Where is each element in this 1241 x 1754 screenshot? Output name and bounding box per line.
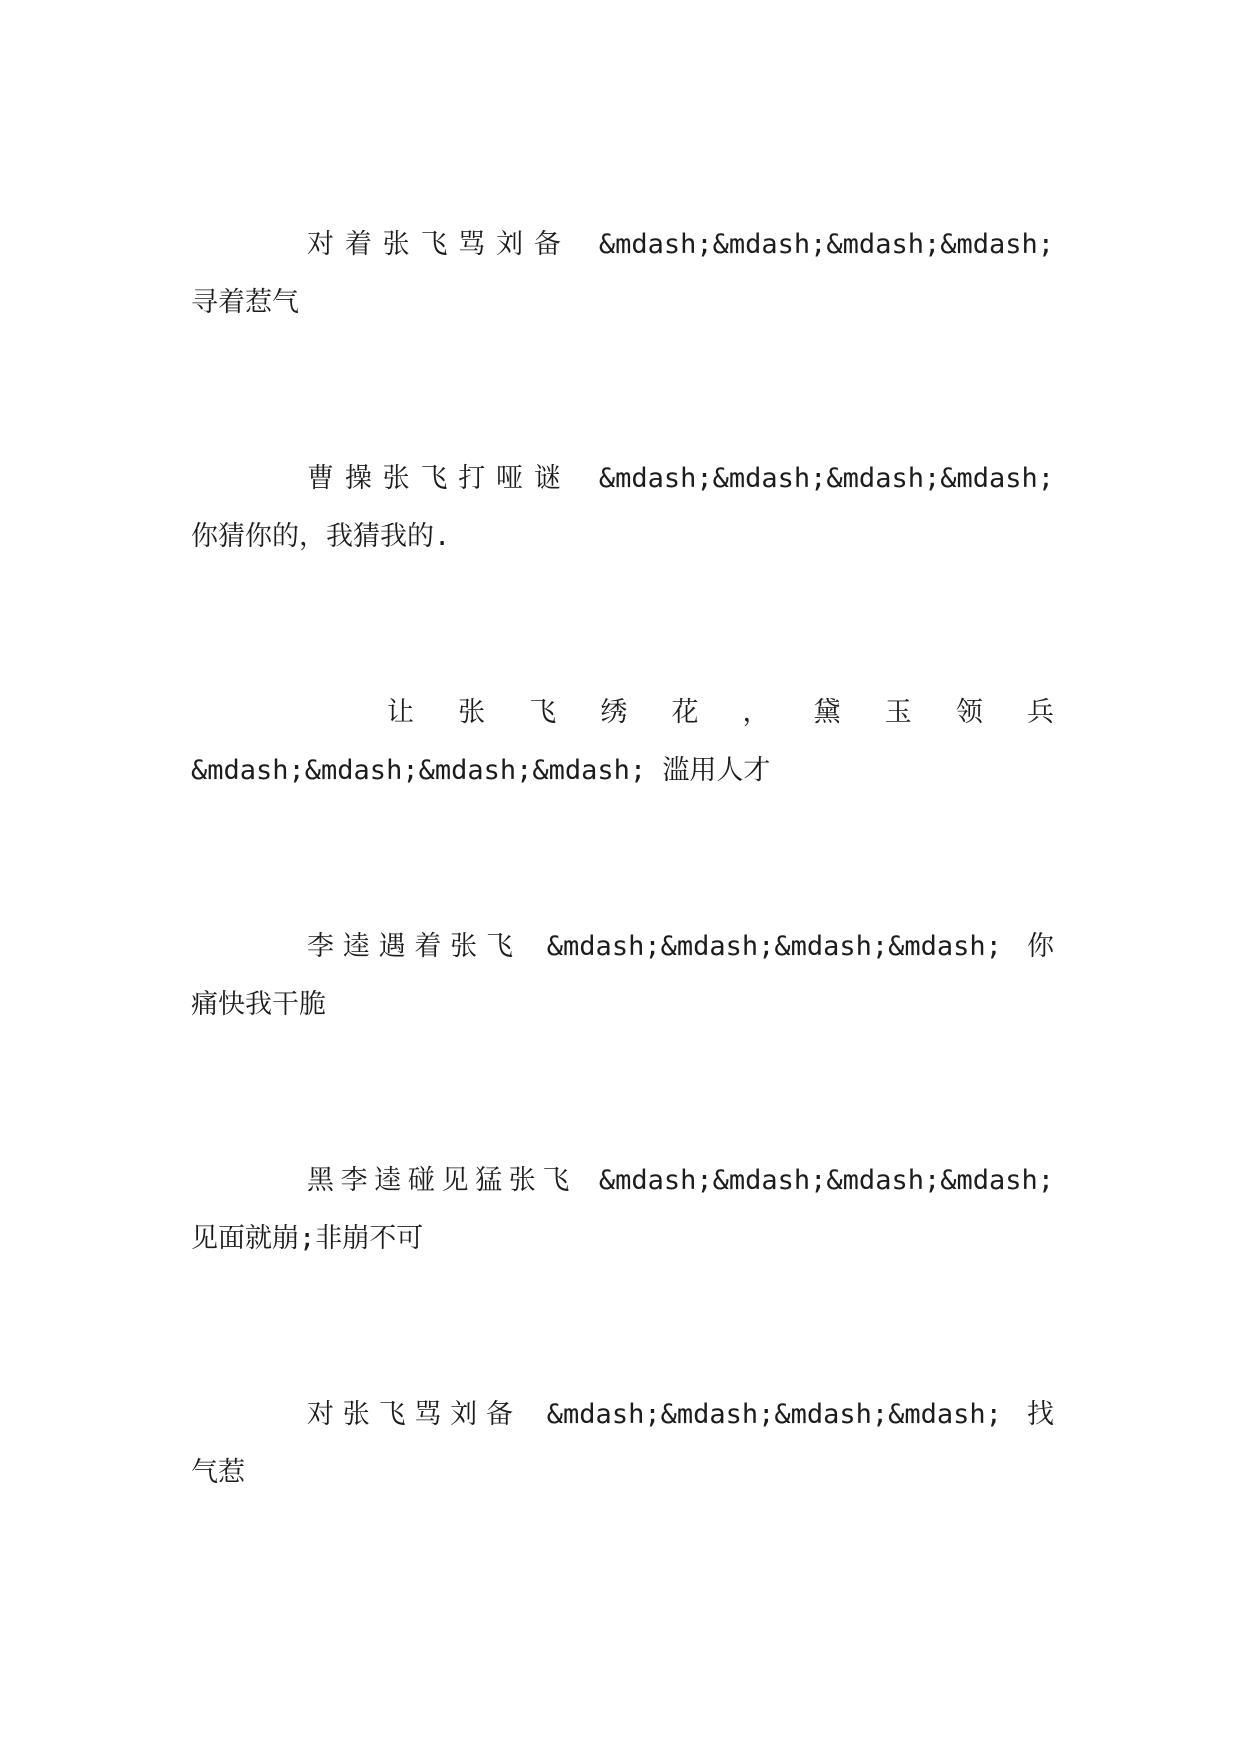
paragraph-line: 见面就崩;非崩不可	[191, 1223, 424, 1254]
paragraph	[191, 684, 1054, 800]
paragraph	[191, 918, 1054, 1034]
paragraph-line: 曹操张飞打哑谜 &mdash;&mdash;&mdash;&mdash;	[307, 463, 1054, 494]
paragraph-line: &mdash;&mdash;&mdash;&mdash; 滥用人才	[191, 755, 771, 786]
paragraph-line: 李逵遇着张飞 &mdash;&mdash;&mdash;&mdash; 你	[307, 931, 1054, 962]
paragraph-line: 寻着惹气	[191, 287, 299, 318]
paragraph-line: 让张飞绣花，黛玉领兵	[387, 697, 1054, 728]
paragraph	[191, 1386, 1054, 1502]
paragraph	[191, 216, 1054, 332]
paragraph-line: 对张飞骂刘备 &mdash;&mdash;&mdash;&mdash; 找	[307, 1399, 1054, 1430]
paragraph	[191, 1152, 1054, 1268]
paragraph-line: 对着张飞骂刘备 &mdash;&mdash;&mdash;&mdash;	[307, 229, 1054, 260]
paragraph-line: 黑李逵碰见猛张飞 &mdash;&mdash;&mdash;&mdash;	[307, 1165, 1054, 1196]
paragraph-line: 你猜你的，我猜我的.	[191, 521, 451, 552]
paragraph-line: 痛快我干脆	[191, 989, 326, 1020]
paragraph-line: 气惹	[191, 1457, 245, 1488]
paragraph	[191, 450, 1054, 566]
